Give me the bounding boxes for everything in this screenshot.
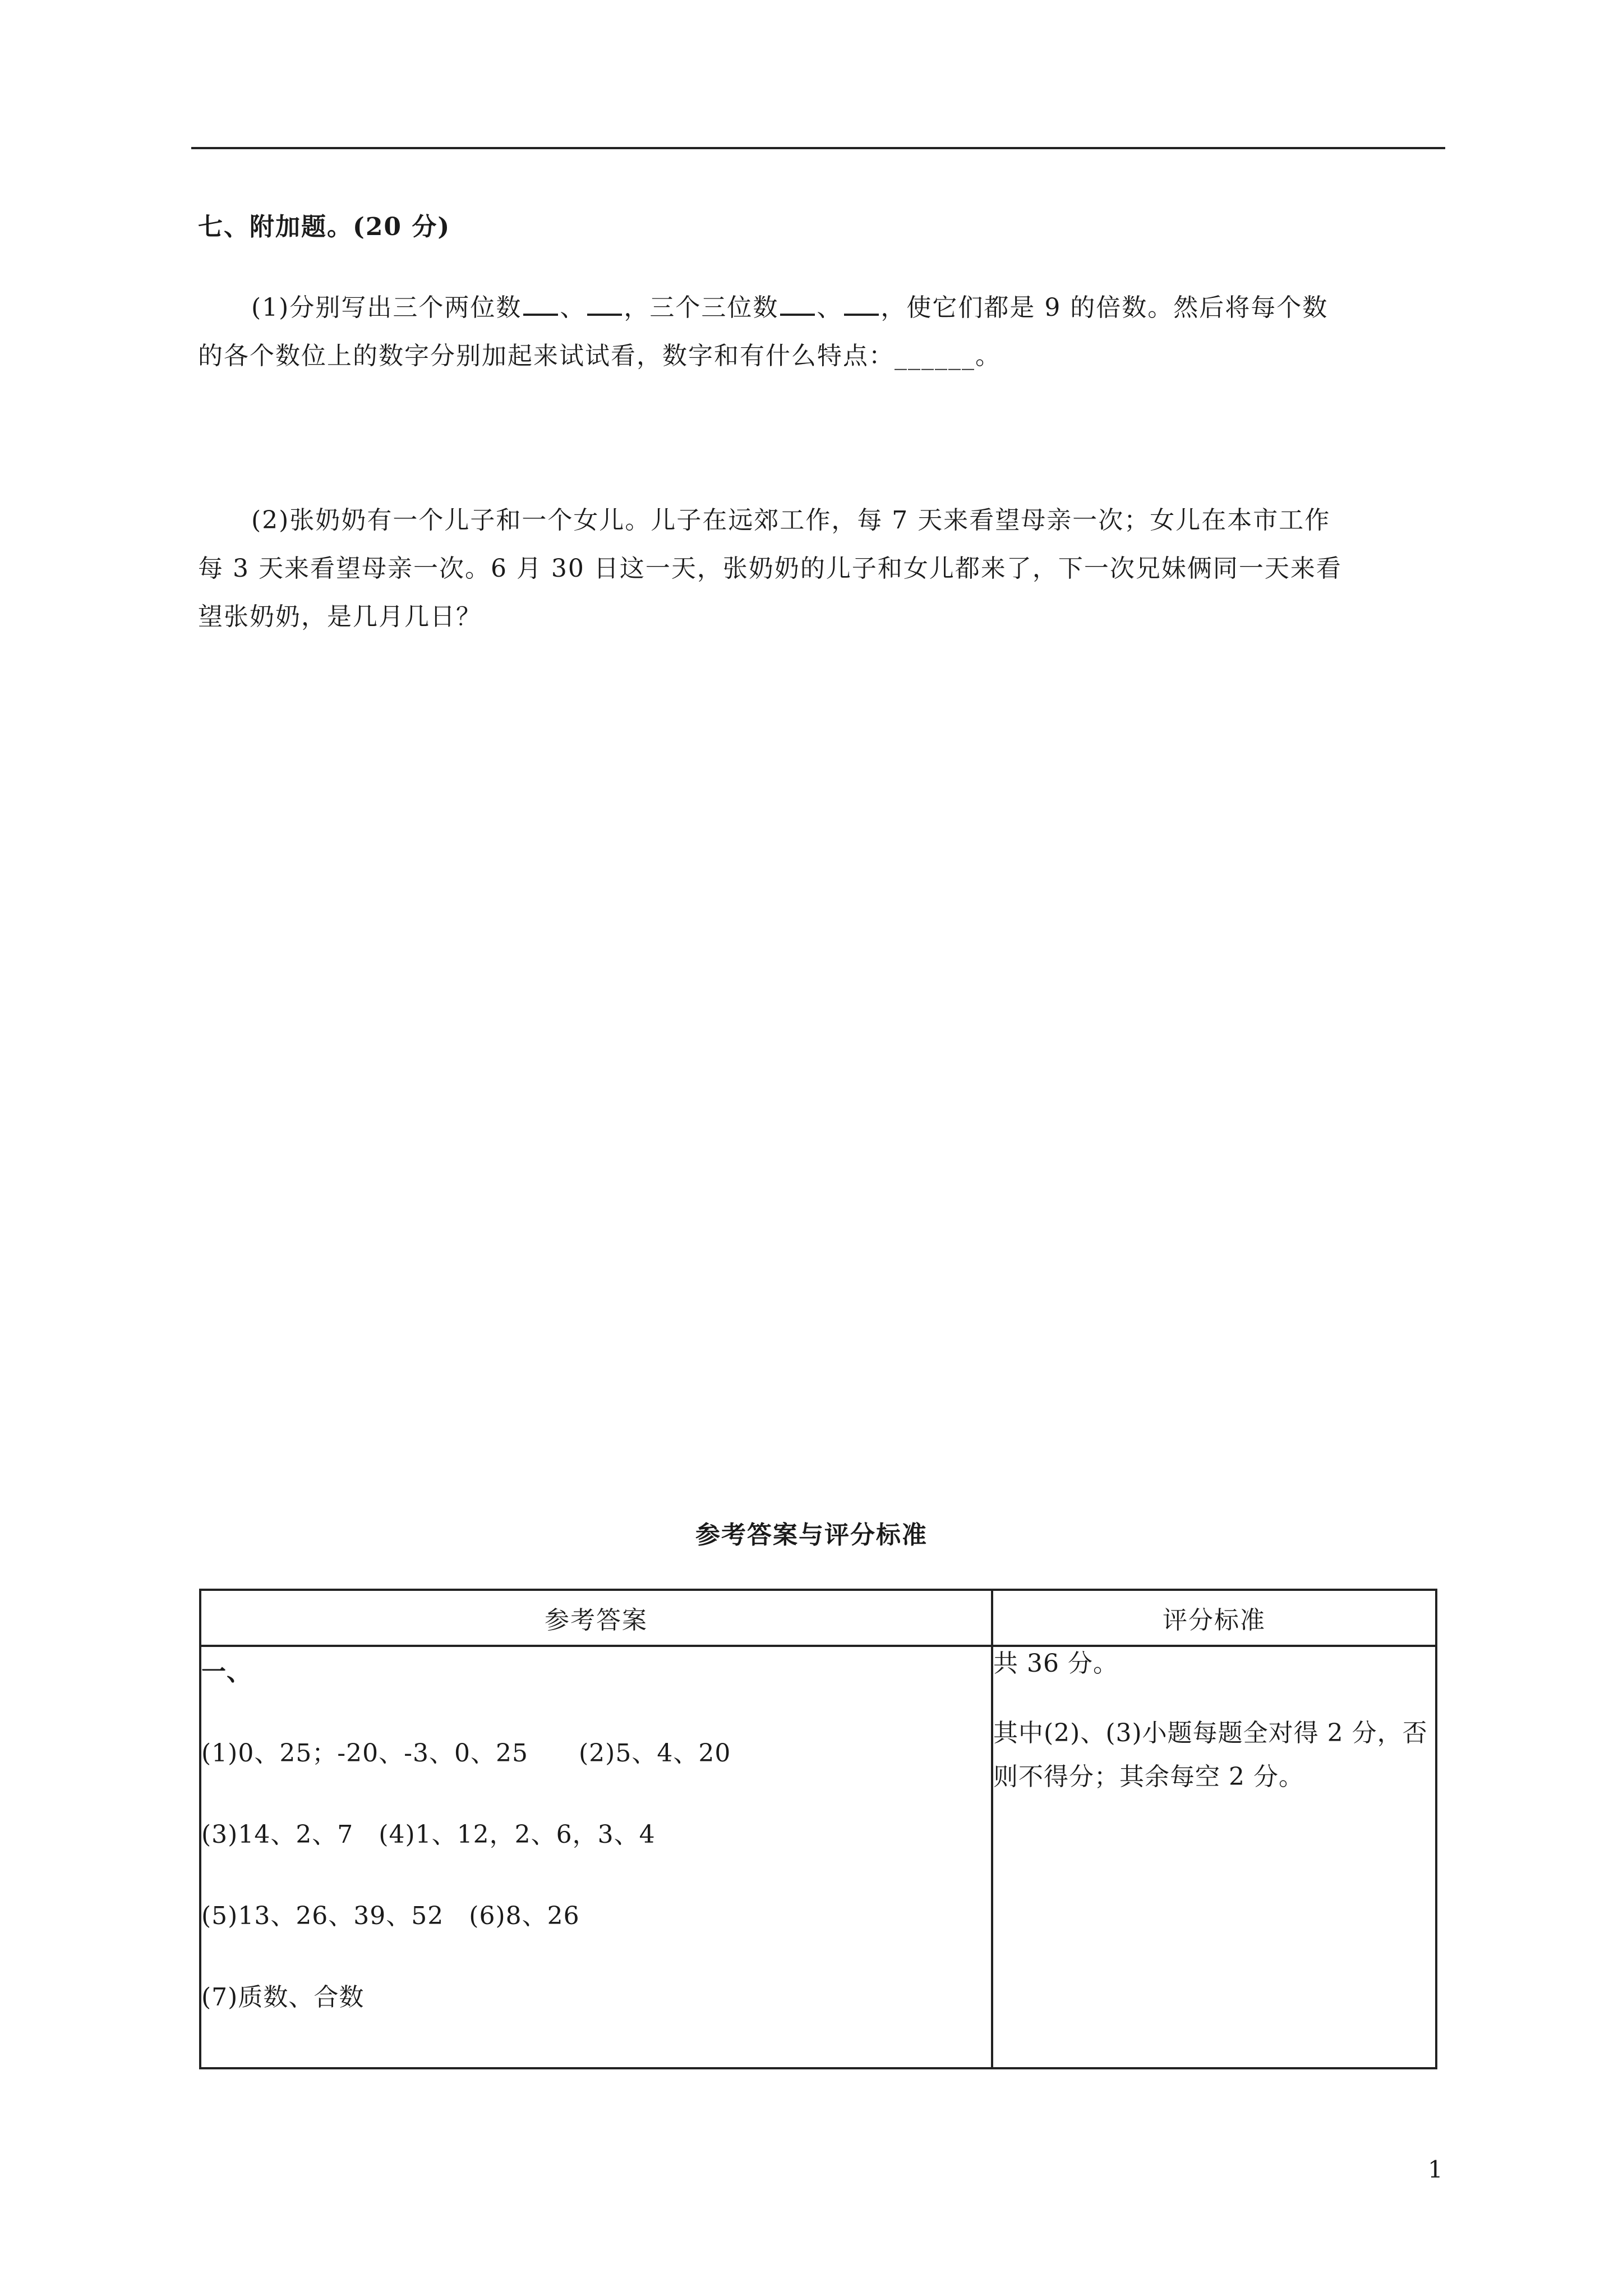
answer-blank [844, 293, 879, 316]
scoring-total: 共 36 分。 [993, 1649, 1118, 1678]
answer-row: (3)14、2、7 (4)1、12，2、6，3、4 [201, 1820, 656, 1849]
answer-key-body-row [200, 1646, 1436, 2068]
question-1-sep-a: 、 [560, 293, 586, 322]
answer-row: (5)13、26、39、52 (6)8、26 [201, 1902, 580, 1930]
answer-column-header: 参考答案 [200, 1590, 992, 1646]
scoring-column-header: 评分标准 [992, 1590, 1436, 1646]
question-1-text-c: ，使它们都是 9 的倍数。然后将每个数 [880, 293, 1329, 322]
question-1-text-a: (1)分别写出三个两位数 [251, 293, 522, 322]
question-2 [198, 496, 1446, 641]
answer-key-title: 参考答案与评分标准 [695, 1521, 928, 1549]
answer-row: (1)0、25；-20、-3、0、25 (2)5、4、20 [201, 1739, 731, 1768]
question-1-sep-b: 、 [817, 293, 843, 322]
question-1-line-1 [198, 284, 1446, 332]
answer-row: 一、 [201, 1658, 252, 1686]
question-1-text-b: ，三个三位数 [624, 293, 779, 322]
answer-cell [200, 1646, 992, 2068]
answer-key-table [199, 1589, 1437, 2069]
answer-blank [780, 293, 815, 316]
section-title: 七、附加题。(20 分) [198, 213, 451, 241]
question-2-line-3: 望张奶奶，是几月几日？ [198, 602, 482, 631]
answer-blank [587, 293, 622, 316]
header-rule [191, 147, 1445, 149]
question-2-line-2: 每 3 天来看望母亲一次。6 月 30 日这一天，张奶奶的儿子和女儿都来了，下一次兄妹俩同一天来看 [198, 554, 1342, 583]
question-1 [198, 284, 1446, 380]
question-2-line-1: (2)张奶奶有一个儿子和一个女儿。儿子在远郊工作，每 7 天来看望母亲一次；女儿在本市工作 [251, 506, 1331, 535]
scoring-detail: 其中(2)、(3)小题每题全对得 2 分，否则不得分；其余每空 2 分。 [993, 1719, 1428, 1791]
question-1-line-2: 的各个数位上的数字分别加起来试试看，数字和有什么特点：______。 [198, 342, 1001, 370]
answer-row: (7)质数、合数 [201, 1983, 365, 2012]
answer-blank [523, 293, 558, 316]
page-number: 1 [1428, 2156, 1443, 2183]
scoring-cell [992, 1646, 1436, 2068]
answer-key-header-row [200, 1590, 1436, 1646]
